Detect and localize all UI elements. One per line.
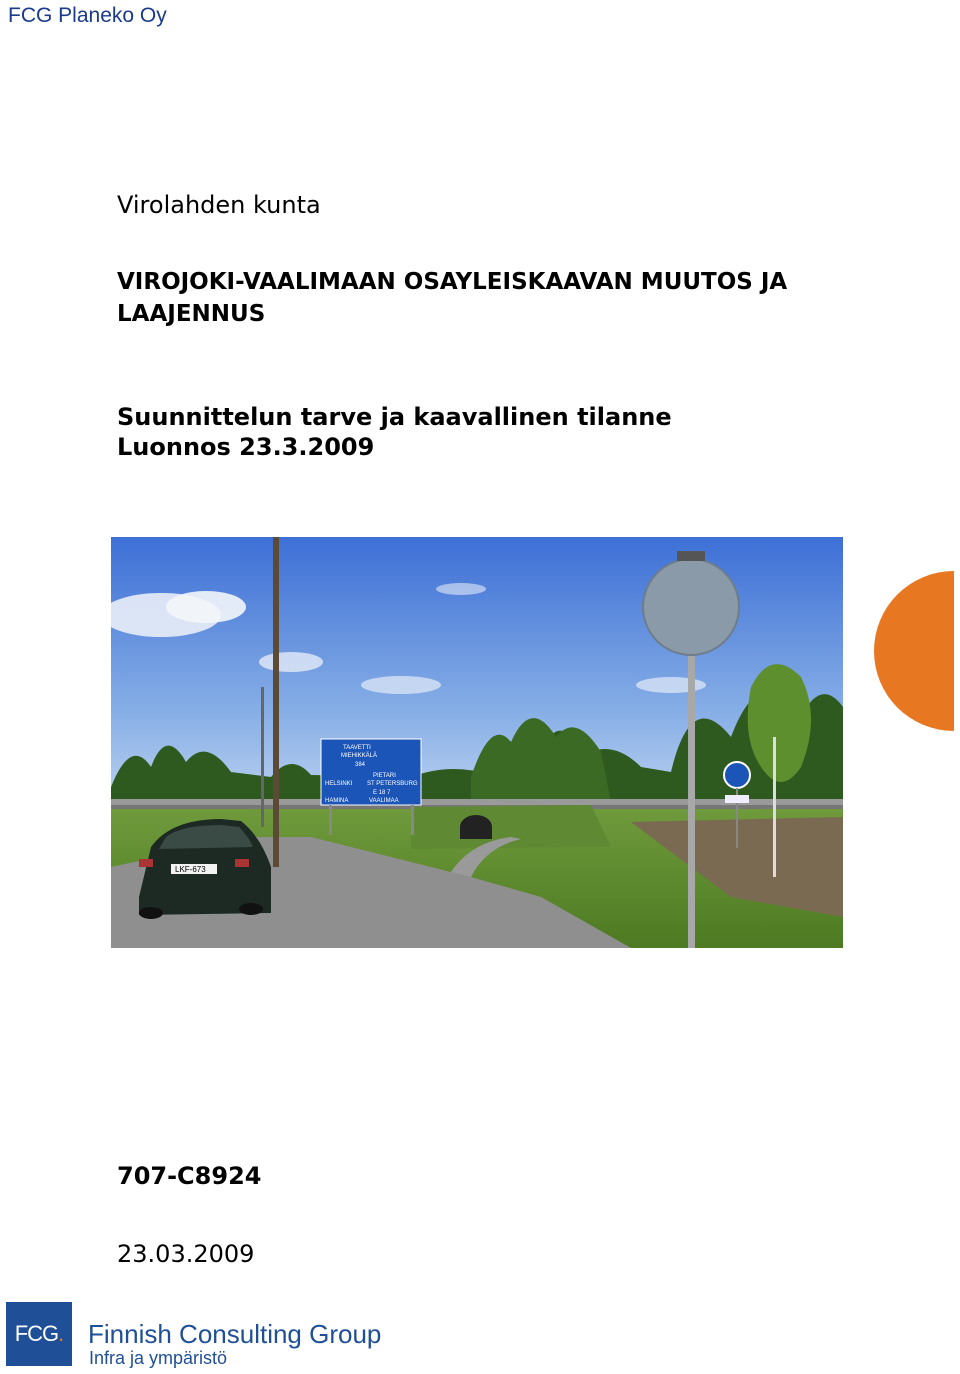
logo-mark-dot: . <box>58 1321 64 1346</box>
municipality: Virolahden kunta <box>117 191 321 219</box>
sign-text-taavetti: TAAVETTI <box>343 745 371 751</box>
cover-photo <box>111 537 843 948</box>
sign-text-hamina: HAMINA <box>325 798 349 804</box>
sign-text-pietari: PIETARI <box>373 773 396 779</box>
project-number: 707-C8924 <box>117 1162 262 1190</box>
logo-mark-text: FCG <box>14 1321 59 1346</box>
decorative-orange-arc <box>872 571 954 731</box>
header-company-name: FCG Planeko Oy <box>8 4 167 27</box>
car-plate: LKF-673 <box>175 865 206 874</box>
document-date: 23.03.2009 <box>117 1240 255 1268</box>
sign-text-e18: E 18 7 <box>373 790 391 796</box>
subtitle-line-1: Suunnittelun tarve ja kaavallinen tilanne <box>117 403 672 431</box>
document-subtitle <box>117 402 897 462</box>
sign-text-helsinki: HELSINKI <box>325 781 353 787</box>
sign-text-road-number: 384 <box>355 762 366 768</box>
document-title: VIROJOKI-VAALIMAAN OSAYLEISKAAVAN MUUTOS JA LAAJENNUS <box>117 269 788 327</box>
logo-tagline: Infra ja ympäristö <box>89 1348 228 1368</box>
logo-company-name: Finnish Consulting Group <box>88 1319 382 1349</box>
subtitle-line-2: Luonnos 23.3.2009 <box>117 433 375 461</box>
fcg-logo-mark <box>6 1302 72 1366</box>
sign-text-st-petersburg: ST PETERSBURG <box>367 781 418 787</box>
sign-text-miehikkala: MIEHIKKÄLÄ <box>341 753 378 759</box>
sign-text-vaalimaa: VAALIMAA <box>369 798 399 804</box>
